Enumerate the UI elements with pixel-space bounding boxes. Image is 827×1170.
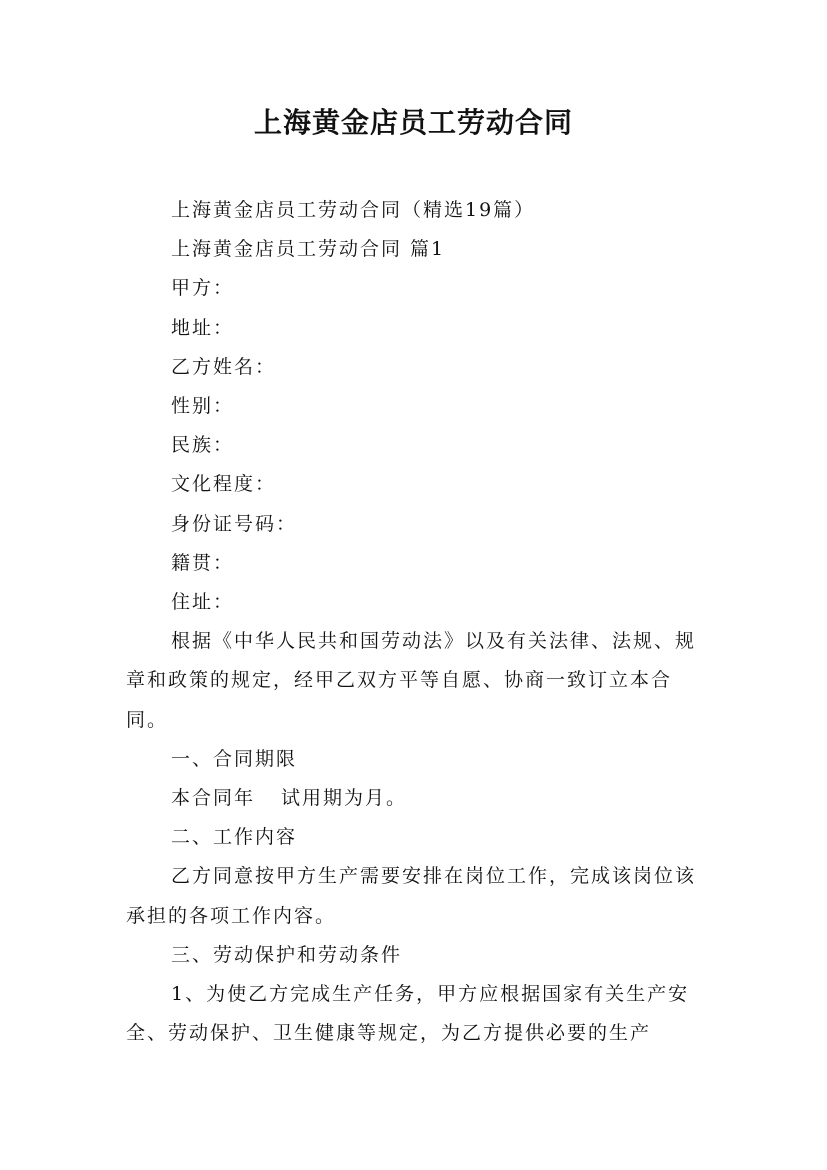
address-field: 地址： [171,316,235,339]
section-2-paragraph: 乙方同意按甲方生产需要安排在岗位工作，完成该岗位该承担的各项工作内容。 [126,865,697,927]
section-1-term-line [126,779,712,818]
gender-field: 性别： [171,395,235,418]
document-body [126,191,712,1053]
section-1-heading: 一、合同期限 [171,747,298,770]
contract-term-text: 本合同年 [171,787,256,810]
id-number-field: 身份证号码： [171,512,298,535]
subtitle-line: 上海黄金店员工劳动合同（精选19篇） [171,199,536,221]
probation-term-text: 试用期为月。 [281,787,408,810]
party-b-name-field: 乙方姓名： [171,355,277,378]
residence-field: 住址： [171,591,235,614]
part-heading: 上海黄金店员工劳动合同 篇1 [171,238,446,261]
document-title: 上海黄金店员工劳动合同 [253,106,573,139]
preamble-paragraph: 根据《中华人民共和国劳动法》以及有关法律、法规、规章和政策的规定，经甲乙双方平等自愿、协商一致订立本合同。 [126,630,697,731]
section-2-heading: 二、工作内容 [171,826,298,849]
education-field: 文化程度： [171,473,277,496]
section-3-item-1: 1、为使乙方完成生产任务，甲方应根据国家有关生产安全、劳动保护、卫生健康等规定，为乙方提供必要的生产 [126,983,690,1045]
section-3-heading: 三、劳动保护和劳动条件 [171,943,403,966]
native-place-field: 籍贯： [171,551,235,574]
ethnicity-field: 民族： [171,434,235,457]
party-a-field: 甲方： [171,277,235,300]
